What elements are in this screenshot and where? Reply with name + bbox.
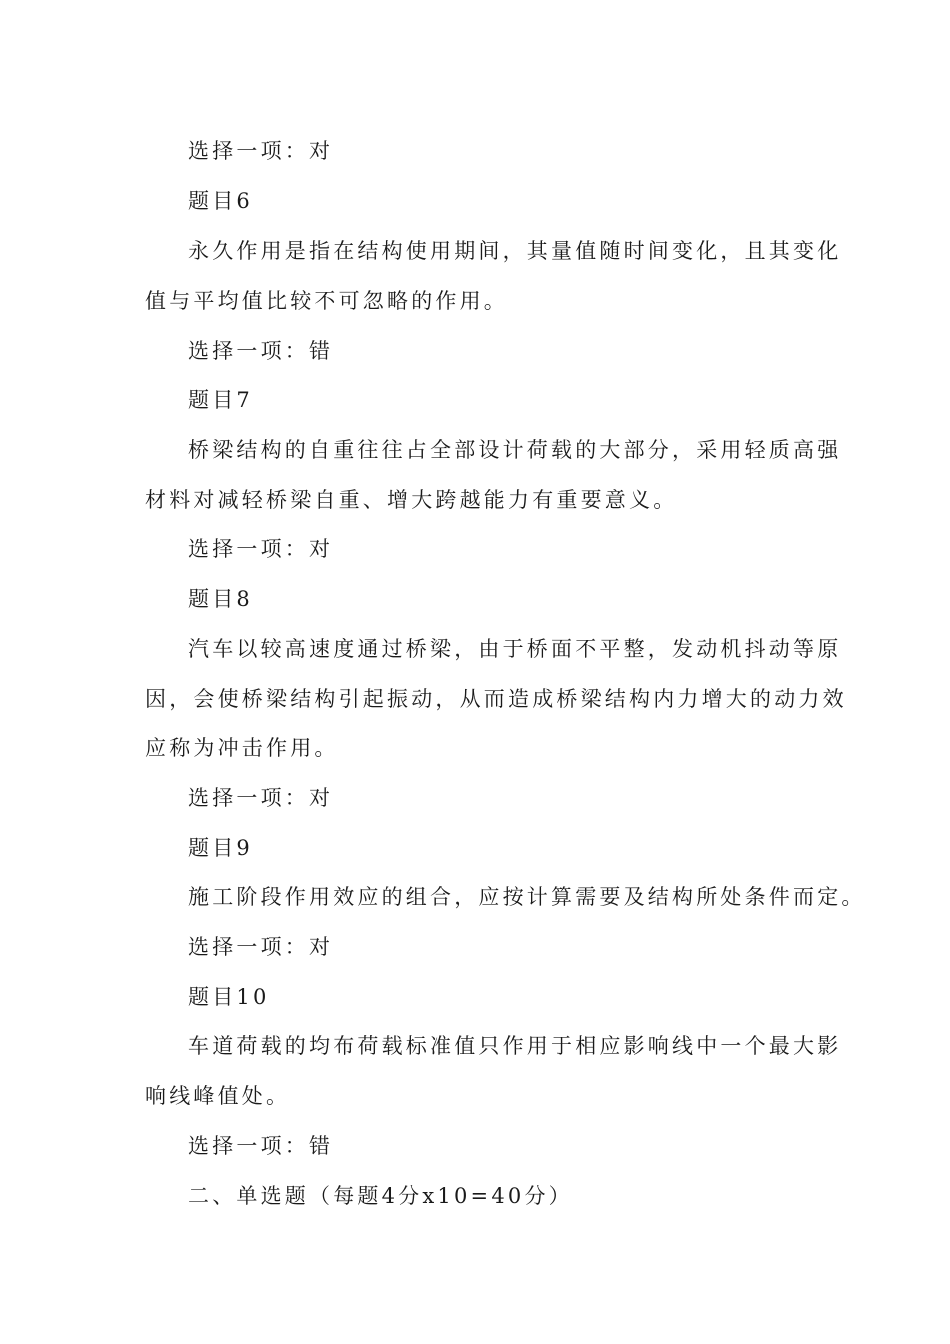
question-text-line: 因，会使桥梁结构引起振动，从而造成桥梁结构内力增大的动力效 — [145, 687, 847, 711]
answer-line: 选择一项：错 — [188, 1134, 334, 1158]
question-text-line: 材料对减轻桥梁自重、增大跨越能力有重要意义。 — [145, 488, 678, 512]
section-heading: 二、单选题（每题4分x10=40分） — [188, 1184, 573, 1208]
question-title: 题目8 — [188, 587, 253, 611]
question-text-line: 永久作用是指在结构使用期间，其量值随时间变化，且其变化 — [188, 239, 842, 263]
answer-line: 选择一项：错 — [188, 339, 334, 363]
question-text-line: 汽车以较高速度通过桥梁，由于桥面不平整，发动机抖动等原 — [188, 637, 842, 661]
answer-line: 选择一项：对 — [188, 139, 334, 163]
question-text-line: 车道荷载的均布荷载标准值只作用于相应影响线中一个最大影 — [188, 1034, 842, 1058]
question-title: 题目9 — [188, 836, 253, 860]
answer-line: 选择一项：对 — [188, 935, 334, 959]
question-title: 题目10 — [188, 985, 270, 1009]
answer-line: 选择一项：对 — [188, 786, 334, 810]
question-text-line: 桥梁结构的自重往往占全部设计荷载的大部分，采用轻质高强 — [188, 438, 842, 462]
question-title: 题目7 — [188, 388, 253, 412]
question-text-line: 施工阶段作用效应的组合，应按计算需要及结构所处条件而定。 — [188, 885, 866, 909]
question-text-line: 应称为冲击作用。 — [145, 736, 339, 760]
question-text-line: 值与平均值比较不可忽略的作用。 — [145, 289, 508, 313]
answer-line: 选择一项：对 — [188, 537, 334, 561]
question-text-line: 响线峰值处。 — [145, 1084, 291, 1108]
question-title: 题目6 — [188, 189, 253, 213]
